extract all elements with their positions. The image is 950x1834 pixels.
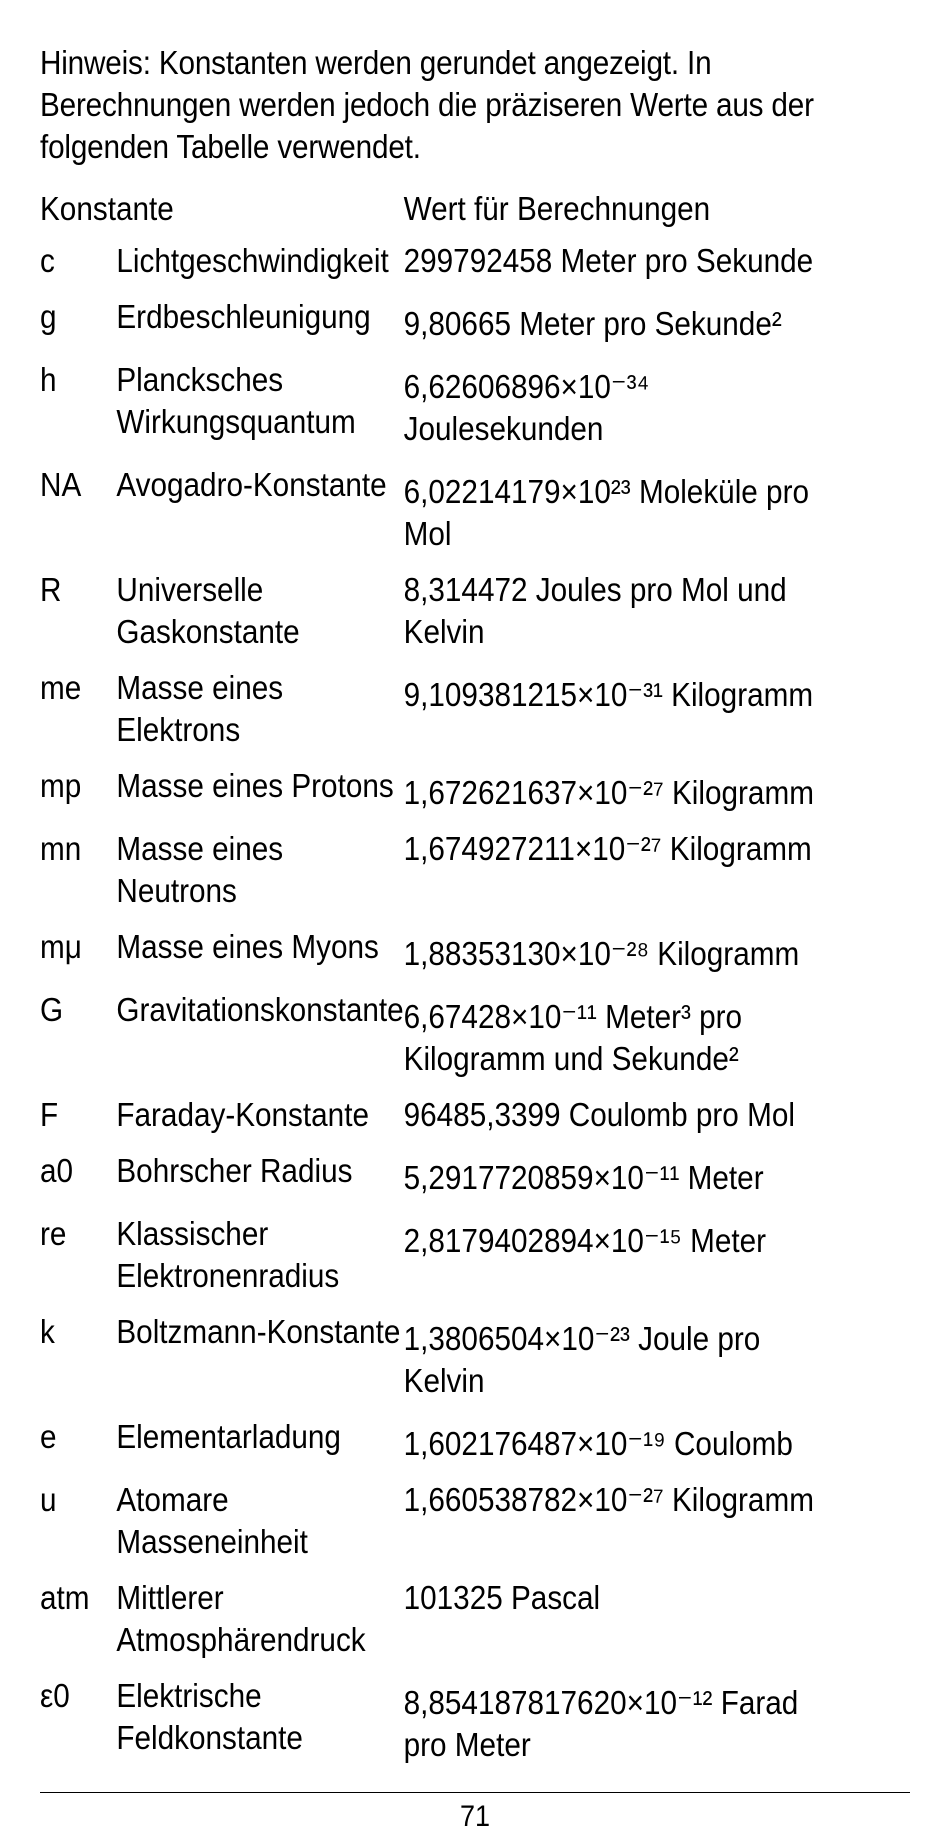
constant-value-text: 1,602176487×10⁻¹⁹ Coulomb bbox=[403, 1425, 793, 1462]
constant-name: Elektrische Feldkonstante bbox=[116, 1677, 303, 1756]
constant-symbol: me bbox=[40, 669, 82, 706]
constant-value bbox=[404, 359, 823, 464]
constants-table bbox=[40, 188, 823, 1780]
constant-symbol: re bbox=[40, 1215, 67, 1252]
constant-name: Boltzmann-Konstante bbox=[116, 1313, 401, 1350]
constant-symbol: h bbox=[40, 361, 57, 398]
constant-value bbox=[404, 765, 823, 828]
constant-value-text: 5,2917720859×10⁻¹¹ Meter bbox=[403, 1159, 764, 1196]
constant-name: Masse eines Elektrons bbox=[116, 669, 284, 748]
constant-value-text: 9,80665 Meter pro Sekunde² bbox=[403, 305, 782, 342]
constant-symbol: k bbox=[40, 1313, 55, 1350]
table-row bbox=[40, 989, 823, 1094]
header-constant: Konstante bbox=[40, 190, 174, 227]
constant-value bbox=[404, 296, 823, 359]
constant-symbol: u bbox=[40, 1481, 57, 1518]
constant-value: 8,314472 Joules pro Mol und Kelvin bbox=[403, 571, 787, 650]
table-row bbox=[40, 296, 823, 359]
table-row bbox=[40, 1416, 823, 1479]
constant-symbol: mn bbox=[40, 830, 82, 867]
constant-value bbox=[404, 926, 823, 989]
constant-value bbox=[404, 1311, 823, 1416]
constant-value bbox=[404, 1416, 823, 1479]
table-row bbox=[40, 765, 823, 828]
table-row bbox=[40, 464, 823, 569]
table-row bbox=[40, 926, 823, 989]
table-row bbox=[40, 1479, 823, 1577]
constant-value bbox=[404, 989, 823, 1094]
constant-name: Lichtgeschwindigkeit bbox=[116, 242, 389, 279]
constant-name: Masse eines Protons bbox=[116, 767, 394, 804]
footer-rule bbox=[40, 1792, 910, 1793]
constant-value: 101325 Pascal bbox=[403, 1579, 601, 1616]
constant-value: 96485,3399 Coulomb pro Mol bbox=[403, 1096, 795, 1133]
constant-name: Masse eines Myons bbox=[116, 928, 379, 965]
table-row bbox=[40, 1675, 823, 1780]
constant-symbol: mμ bbox=[40, 928, 82, 965]
table-row bbox=[40, 1577, 823, 1675]
constant-value bbox=[404, 1213, 823, 1311]
constant-value bbox=[404, 1675, 823, 1780]
constant-symbol: e bbox=[40, 1418, 57, 1455]
page-number: 71 bbox=[459, 1800, 491, 1833]
constant-name: Bohrscher Radius bbox=[116, 1152, 353, 1189]
constant-value bbox=[404, 464, 823, 569]
constant-name: Plancksches Wirkungsquantum bbox=[116, 361, 356, 440]
constant-name: Mittlerer Atmosphärendruck bbox=[116, 1579, 366, 1658]
constant-symbol: G bbox=[40, 991, 64, 1028]
constant-value: 1,660538782×10⁻²⁷ Kilogramm bbox=[403, 1481, 814, 1518]
constant-symbol: g bbox=[40, 298, 57, 335]
constant-symbol: F bbox=[40, 1096, 59, 1133]
table-row bbox=[40, 359, 823, 464]
page-content bbox=[40, 42, 823, 1780]
constant-value bbox=[404, 1150, 823, 1213]
constant-value: 299792458 Meter pro Sekunde bbox=[403, 242, 814, 279]
constant-value: 1,674927211×10⁻²⁷ Kilogramm bbox=[403, 830, 812, 867]
constant-value-text: 1,3806504×10⁻²³ Joule pro Kelvin bbox=[403, 1320, 761, 1399]
constant-name: Avogadro-Konstante bbox=[116, 466, 387, 503]
constant-name: Atomare Masseneinheit bbox=[116, 1481, 308, 1560]
constant-value-text: 1,88353130×10⁻²⁸ Kilogramm bbox=[403, 935, 800, 972]
constant-value-text: 6,67428×10⁻¹¹ Meter³ pro Kilogramm und Sekunde² bbox=[403, 998, 743, 1077]
constant-name: Gravitationskonstante bbox=[116, 991, 404, 1028]
table-row bbox=[40, 569, 823, 667]
table-row bbox=[40, 1213, 823, 1311]
constant-name: Erdbeschleunigung bbox=[116, 298, 371, 335]
constant-value-text: 6,62606896×10⁻³⁴ Joulesekunden bbox=[403, 368, 650, 447]
table-row bbox=[40, 1094, 823, 1150]
constant-value bbox=[404, 667, 823, 765]
constant-symbol: a0 bbox=[40, 1152, 74, 1189]
table-row bbox=[40, 667, 823, 765]
table-row bbox=[40, 240, 823, 296]
header-value: Wert für Berechnungen bbox=[403, 190, 711, 227]
constant-symbol: atm bbox=[40, 1579, 90, 1616]
constant-symbol: R bbox=[40, 571, 62, 608]
constant-value-text: 9,109381215×10⁻³¹ Kilogramm bbox=[403, 676, 814, 713]
table-row bbox=[40, 1150, 823, 1213]
table-header-row bbox=[40, 188, 823, 240]
constant-name: Masse eines Neutrons bbox=[116, 830, 284, 909]
constant-name: Faraday-Konstante bbox=[116, 1096, 369, 1133]
constant-symbol: NA bbox=[40, 466, 82, 503]
constant-symbol: mp bbox=[40, 767, 82, 804]
constant-symbol: c bbox=[40, 242, 55, 279]
constant-value-text: 1,672621637×10⁻²⁷ Kilogramm bbox=[403, 774, 814, 811]
constant-value-text: 8,854187817620×10⁻¹² Farad pro Meter bbox=[403, 1684, 799, 1763]
note-paragraph: Hinweis: Konstanten werden gerundet angezeigt. In Berechnungen werden jedoch die präziseren Werte aus der folgenden Tabelle verwendet. bbox=[40, 44, 814, 165]
table-row bbox=[40, 828, 823, 926]
constant-value-text: 2,8179402894×10⁻¹⁵ Meter bbox=[403, 1222, 767, 1259]
constant-name: Klassischer Elektronenradius bbox=[116, 1215, 340, 1294]
constant-name: Elementarladung bbox=[116, 1418, 341, 1455]
constant-symbol: ε0 bbox=[40, 1677, 70, 1714]
table-row bbox=[40, 1311, 823, 1416]
constant-name: Universelle Gaskonstante bbox=[116, 571, 300, 650]
constant-value-text: 6,02214179×10²³ Moleküle pro Mol bbox=[403, 473, 809, 552]
